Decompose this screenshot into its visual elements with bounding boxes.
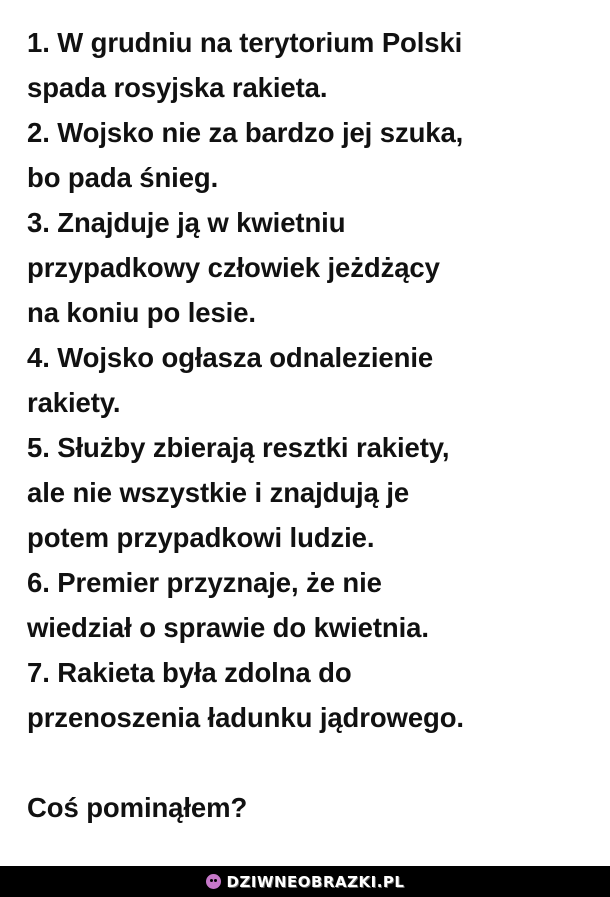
post-line-4: bo pada śnieg. [27,162,219,193]
site-brand-link[interactable] [206,873,405,891]
watermark-footer [0,866,610,897]
post-line-1: 1. W grudniu na terytorium Polski [27,27,463,58]
post-line-8: 4. Wojsko ogłasza odnalezienie [27,342,434,373]
post-line-5: 3. Znajduje ją w kwietniu [27,207,346,238]
post-line-15: 7. Rakieta była zdolna do [27,657,352,688]
post-text [27,20,600,830]
post-line-9: rakiety. [27,387,121,418]
post-line-7: na koniu po lesie. [27,297,256,328]
post-line-2: spada rosyjska rakieta. [27,72,328,103]
site-name: DZIWNEOBRAZKI.PL [226,872,405,891]
paragraph-spacer [27,740,600,785]
post-line-13: 6. Premier przyznaje, że nie [27,567,382,598]
post-line-3: 2. Wojsko nie za bardzo jej szuka, [27,117,464,148]
closing-question: Coś pominąłem? [27,792,248,823]
post-line-11: ale nie wszystkie i znajdują je [27,477,410,508]
post-line-14: wiedział o sprawie do kwietnia. [27,612,429,643]
post-line-6: przypadkowy człowiek jeżdżący [27,252,440,283]
post-line-10: 5. Służby zbierają resztki rakiety, [27,432,450,463]
smiley-face-icon [206,874,221,889]
post-line-16: przenoszenia ładunku jądrowego. [27,702,464,733]
post-line-12: potem przypadkowi ludzie. [27,522,375,553]
